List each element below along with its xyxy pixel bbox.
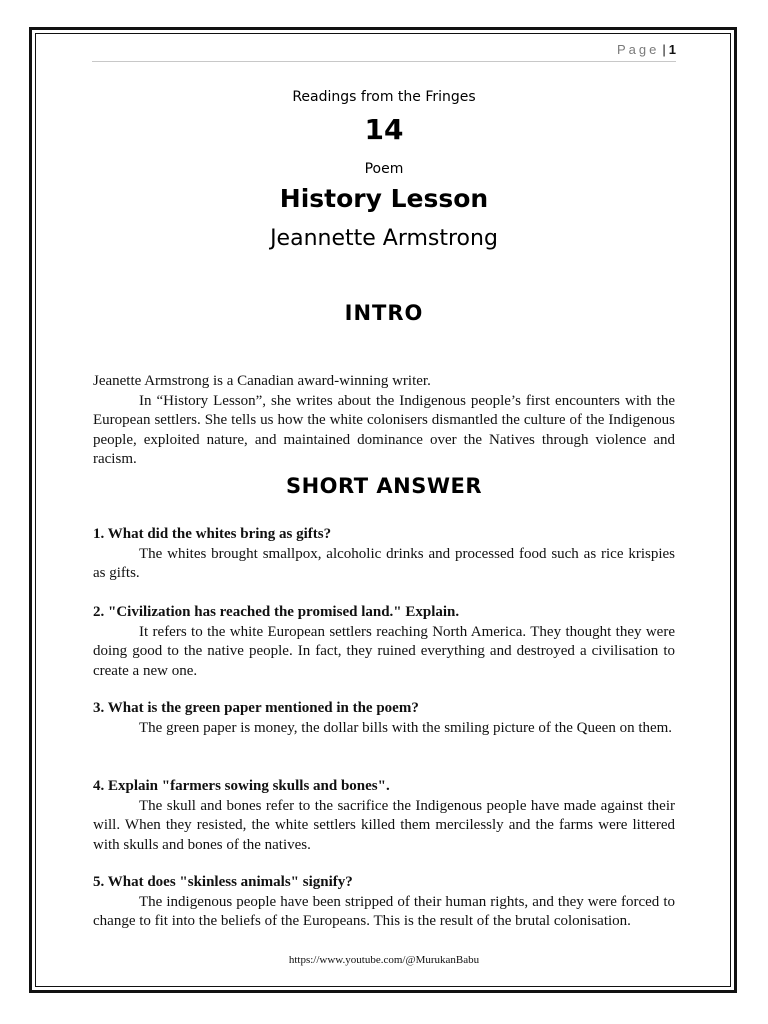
qa-item-5 bbox=[93, 873, 675, 932]
page-label: Page bbox=[617, 42, 660, 57]
qa-item-1 bbox=[93, 525, 675, 584]
poem-title: History Lesson bbox=[279, 184, 489, 213]
answer: The indigenous people have been stripped of their human rights, and they were forced to change to fit into the beliefs of the Europeans. This is the result of the brutal colonisation. bbox=[93, 893, 675, 929]
qa-item-2 bbox=[93, 603, 675, 681]
page-separator: | bbox=[662, 42, 666, 57]
chapter-number: 14 bbox=[364, 113, 404, 146]
author-name: Jeannette Armstrong bbox=[270, 226, 498, 251]
answer: It refers to the white European settlers reaching North America. They thought they were doing good to the native people. In fact, they ruined everything and destroyed a civilisation to create a new one. bbox=[93, 623, 675, 679]
answer: The whites brought smallpox, alcoholic drinks and processed food such as rice krispies as gifts. bbox=[93, 545, 675, 581]
answer: The green paper is money, the dollar bills with the smiling picture of the Queen on them. bbox=[139, 719, 673, 736]
short-answer-heading: SHORT ANSWER bbox=[285, 474, 483, 498]
header-rule bbox=[92, 61, 676, 62]
answer: The skull and bones refer to the sacrifice the Indigenous people have made against their will. When they resisted, the white settlers killed them mercilessly and the farms were littered with skulls and bones of the natives. bbox=[93, 797, 675, 853]
question: 1. What did the whites bring as gifts? bbox=[93, 526, 332, 542]
footer-url[interactable]: https://www.youtube.com/@MurukanBabu bbox=[288, 954, 480, 966]
qa-item-3 bbox=[93, 699, 675, 738]
book-title: Readings from the Fringes bbox=[292, 89, 476, 105]
question: 5. What does "skinless animals" signify? bbox=[93, 874, 353, 890]
question: 3. What is the green paper mentioned in the poem? bbox=[93, 700, 419, 716]
intro-paragraph: In “History Lesson”, she writes about the Indigenous people’s first encounters with the European settlers. She tells us how the white colonisers dismantled the culture of the Indigenous people, exploited nature, and maintained dominance over the Natives through violence and racism. bbox=[93, 392, 675, 467]
question: 4. Explain "farmers sowing skulls and bones". bbox=[93, 778, 390, 794]
qa-item-4 bbox=[93, 777, 675, 855]
genre-label: Poem bbox=[364, 161, 404, 177]
intro-text bbox=[93, 372, 675, 470]
page-number: 1 bbox=[668, 42, 676, 57]
intro-line: Jeanette Armstrong is a Canadian award-winning writer. bbox=[93, 373, 431, 389]
question: 2. "Civilization has reached the promised land." Explain. bbox=[93, 604, 460, 620]
page-header bbox=[617, 42, 676, 57]
intro-heading: INTRO bbox=[344, 301, 424, 325]
